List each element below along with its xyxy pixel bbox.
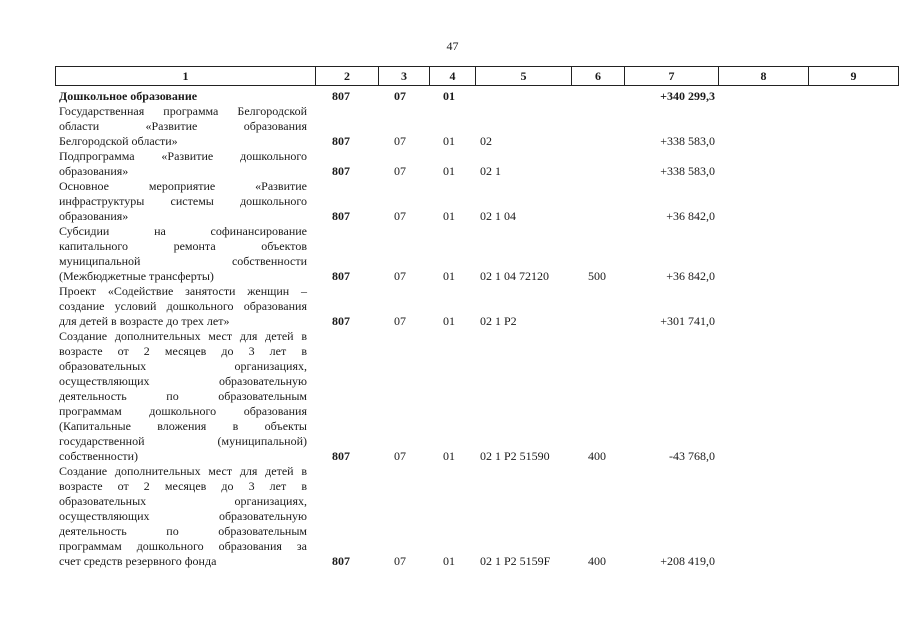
cell-admin: 807 — [332, 554, 350, 568]
cell-admin: 807 — [332, 314, 350, 328]
description-line: образования» — [59, 209, 129, 223]
header-col-4: 4 — [430, 67, 476, 85]
description-line: осуществляющих образовательную — [59, 374, 307, 388]
cell-subsection: 01 — [443, 314, 455, 328]
cell-section: 07 — [394, 164, 406, 178]
description-line: Создание дополнительных мест для детей в — [59, 464, 307, 478]
cell-section: 07 — [394, 134, 406, 148]
description-line: деятельность по образовательным — [59, 389, 307, 403]
description-line: возрасте от 2 месяцев до 3 лет в — [59, 344, 307, 358]
cell-target: 02 1 P2 — [480, 314, 517, 328]
row-description — [59, 179, 307, 224]
header-col-1: 1 — [56, 67, 316, 85]
cell-section: 07 — [394, 209, 406, 223]
cell-expense-type: 500 — [588, 269, 606, 283]
description-line: деятельность по образовательным — [59, 524, 307, 538]
header-col-6: 6 — [572, 67, 625, 85]
description-line: собственности) — [59, 449, 139, 463]
cell-subsection: 01 — [443, 269, 455, 283]
cell-admin: 807 — [332, 209, 350, 223]
cell-subsection: 01 — [443, 554, 455, 568]
row-description — [59, 149, 307, 179]
cell-amount: +338 583,0 — [660, 164, 715, 178]
cell-subsection: 01 — [443, 164, 455, 178]
description-line: Основное мероприятие «Развитие — [59, 179, 307, 193]
row-description — [59, 104, 307, 149]
row-description — [59, 464, 307, 569]
cell-section: 07 — [394, 554, 406, 568]
page-number: 47 — [446, 39, 459, 53]
description-line: счет средств резервного фонда — [59, 554, 217, 568]
header-col-5: 5 — [476, 67, 572, 85]
cell-amount: -43 768,0 — [669, 449, 715, 463]
cell-amount: +36 842,0 — [666, 269, 715, 283]
header-col-9: 9 — [850, 68, 857, 83]
cell-target: 02 1 04 — [480, 209, 516, 223]
cell-expense-type: 400 — [588, 554, 606, 568]
cell-target: 02 1 04 72120 — [480, 269, 549, 283]
cell-admin: 807 — [332, 89, 350, 103]
cell-admin: 807 — [332, 269, 350, 283]
description-line: Субсидии на софинансирование — [59, 224, 307, 238]
cell-subsection: 01 — [443, 134, 455, 148]
description-line: Государственная программа Белгородской — [59, 104, 307, 118]
header-col-7: 7 — [625, 67, 719, 85]
cell-admin: 807 — [332, 449, 350, 463]
cell-subsection: 01 — [443, 209, 455, 223]
row-description — [59, 329, 307, 464]
description-line: для детей в возрасте до трех лет» — [59, 314, 230, 328]
description-line: осуществляющих образовательную — [59, 509, 307, 523]
description-line: Подпрограмма «Развитие дошкольного — [59, 149, 307, 163]
description-line: Проект «Содействие занятости женщин – — [59, 284, 307, 298]
description-line: (Межбюджетные трансферты) — [59, 269, 214, 283]
cell-target: 02 — [480, 134, 492, 148]
cell-section: 07 — [394, 314, 406, 328]
cell-subsection: 01 — [443, 89, 455, 103]
row-description — [59, 224, 307, 284]
cell-admin: 807 — [332, 164, 350, 178]
cell-target: 02 1 — [480, 164, 501, 178]
cell-target: 02 1 P2 51590 — [480, 449, 550, 463]
description-line: (Капитальные вложения в объекты — [59, 419, 307, 433]
description-line: программам дошкольного образования — [59, 404, 307, 418]
description-line: образования» — [59, 164, 129, 178]
description-line: программам дошкольного образования за — [59, 539, 307, 553]
description-line: капитального ремонта объектов — [59, 239, 307, 253]
row-description — [59, 89, 307, 104]
cell-section: 07 — [394, 89, 406, 103]
cell-subsection: 01 — [443, 449, 455, 463]
description-line: создание условий дошкольного образования — [59, 299, 307, 313]
description-line: области «Развитие образования — [59, 119, 307, 133]
description-line: образовательных организациях, — [59, 494, 307, 508]
cell-admin: 807 — [332, 134, 350, 148]
description-line: инфраструктуры системы дошкольного — [59, 194, 307, 208]
cell-expense-type: 400 — [588, 449, 606, 463]
description-line: муниципальной собственности — [59, 254, 307, 268]
cell-section: 07 — [394, 449, 406, 463]
description-line: образовательных организациях, — [59, 359, 307, 373]
cell-amount: +208 419,0 — [660, 554, 715, 568]
cell-amount: +36 842,0 — [666, 209, 715, 223]
cell-target: 02 1 P2 5159F — [480, 554, 551, 568]
description-line: государственной (муниципальной) — [59, 434, 307, 448]
row-description — [59, 284, 307, 329]
header-col-2: 2 — [316, 67, 379, 85]
header-col-8: 8 — [719, 67, 809, 85]
cell-section: 07 — [394, 269, 406, 283]
description-line: возрасте от 2 месяцев до 3 лет в — [59, 479, 307, 493]
header-col-3: 3 — [379, 67, 430, 85]
cell-amount: +301 741,0 — [660, 314, 715, 328]
cell-amount: +338 583,0 — [660, 134, 715, 148]
cell-amount: +340 299,3 — [660, 89, 715, 103]
description-line: Создание дополнительных мест для детей в — [59, 329, 307, 343]
description-line: Белгородской области» — [59, 134, 178, 148]
description-line: Дошкольное образование — [59, 89, 198, 103]
